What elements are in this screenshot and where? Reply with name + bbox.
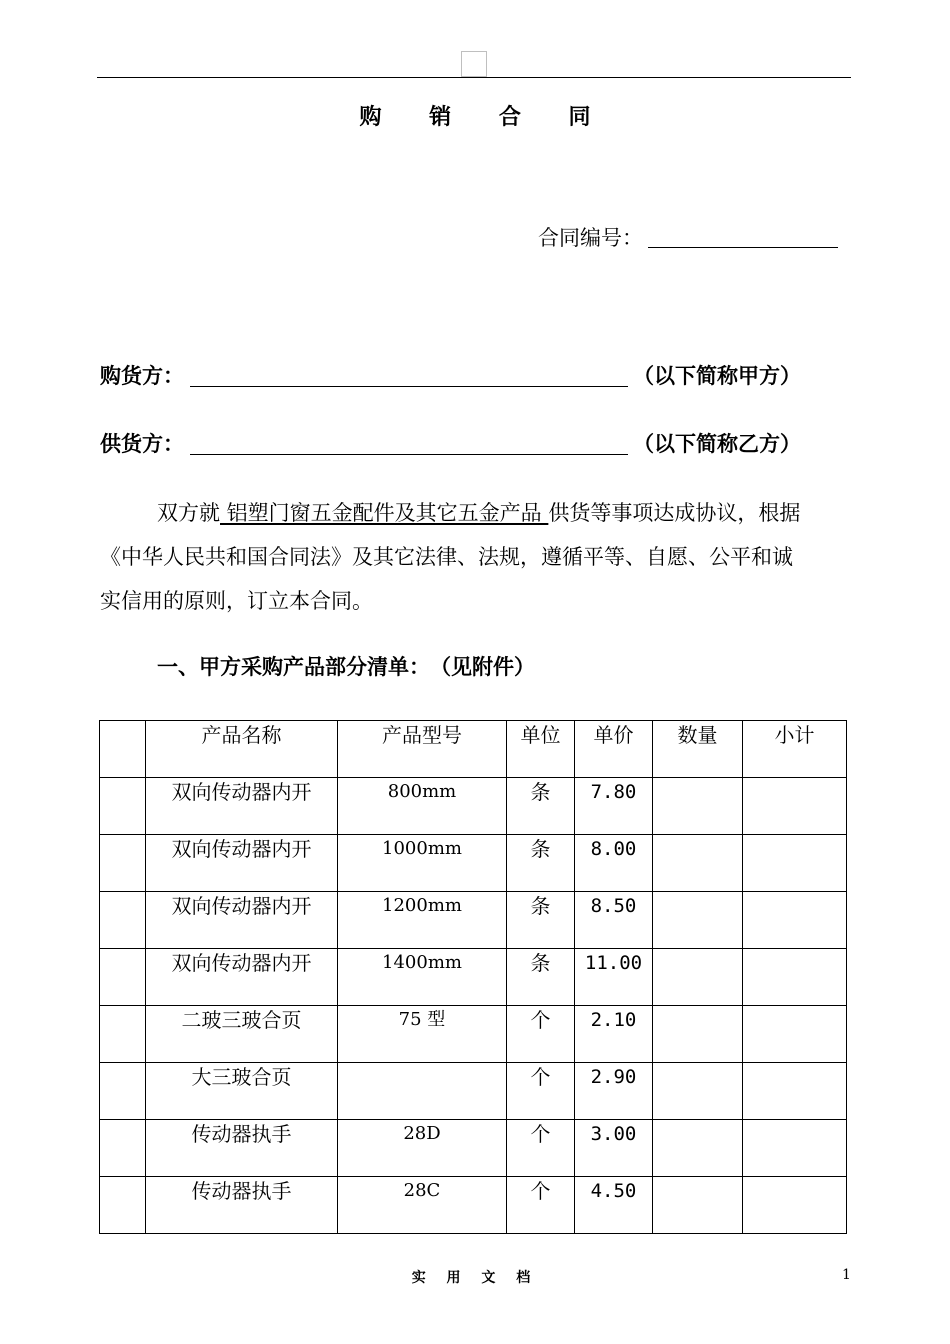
- table-row: [100, 1006, 847, 1063]
- intro-suffix: 供货等事项达成协议，根据: [548, 501, 801, 525]
- intro-line-1: [157, 497, 800, 527]
- header-rule: [97, 77, 851, 78]
- table-header-row: [100, 721, 847, 778]
- table-cell: 条: [507, 892, 575, 949]
- intro-prefix: 双方就: [157, 501, 220, 525]
- table-row: [100, 778, 847, 835]
- table-cell: [743, 949, 847, 1006]
- table-cell: [100, 1177, 146, 1234]
- intro-line-3: 实信用的原则，订立本合同。: [100, 589, 373, 613]
- table-cell: 2.90: [575, 1063, 653, 1120]
- table-cell: 二玻三玻合页: [146, 1006, 338, 1063]
- product-table: [99, 720, 847, 1234]
- header-cell: [100, 721, 146, 778]
- table-cell: [743, 1006, 847, 1063]
- table-cell: 8.50: [575, 892, 653, 949]
- table-cell: [100, 778, 146, 835]
- table-cell: [653, 1063, 743, 1120]
- table-cell: [743, 835, 847, 892]
- table-cell: 传动器执手: [146, 1120, 338, 1177]
- table-cell: [100, 1006, 146, 1063]
- table-cell: [100, 949, 146, 1006]
- table-cell: 条: [507, 949, 575, 1006]
- header-cell: 数量: [653, 721, 743, 778]
- table-row: [100, 835, 847, 892]
- table-cell: [743, 1063, 847, 1120]
- table-cell: 双向传动器内开: [146, 778, 338, 835]
- table-cell: [338, 1063, 507, 1120]
- table-row: [100, 949, 847, 1006]
- table-cell: 1000mm: [338, 835, 507, 892]
- table-cell: 800mm: [338, 778, 507, 835]
- document-title: 购 销 合 同: [359, 104, 611, 130]
- table-cell: 4.50: [575, 1177, 653, 1234]
- header-page-box: [461, 51, 487, 77]
- supplier-blank[interactable]: [190, 454, 628, 455]
- table-cell: [100, 835, 146, 892]
- table-cell: 7.80: [575, 778, 653, 835]
- table-cell: 传动器执手: [146, 1177, 338, 1234]
- buyer-blank[interactable]: [190, 386, 628, 387]
- buyer-note: （以下简称甲方）: [633, 363, 801, 388]
- table-cell: 3.00: [575, 1120, 653, 1177]
- table-row: [100, 892, 847, 949]
- table-cell: 28C: [338, 1177, 507, 1234]
- header-cell: 小计: [743, 721, 847, 778]
- table-cell: 条: [507, 778, 575, 835]
- header-cell: 单价: [575, 721, 653, 778]
- table-cell: [743, 778, 847, 835]
- intro-product: 铝塑门窗五金配件及其它五金产品: [220, 501, 549, 525]
- footer-text: 实 用 文 档: [411, 1270, 539, 1286]
- header-cell: 单位: [507, 721, 575, 778]
- table-cell: 大三玻合页: [146, 1063, 338, 1120]
- table-cell: [653, 835, 743, 892]
- table-cell: 个: [507, 1006, 575, 1063]
- table-cell: 28D: [338, 1120, 507, 1177]
- supplier-label: 供货方：: [100, 431, 184, 456]
- table-cell: [743, 1120, 847, 1177]
- table-cell: [653, 778, 743, 835]
- table-cell: [743, 1177, 847, 1234]
- table-cell: 双向传动器内开: [146, 949, 338, 1006]
- supplier-note: （以下简称乙方）: [633, 431, 801, 456]
- table-cell: 个: [507, 1177, 575, 1234]
- header-cell: 产品名称: [146, 721, 338, 778]
- buyer-label: 购货方：: [100, 363, 184, 388]
- table-cell: [100, 892, 146, 949]
- table-cell: 个: [507, 1120, 575, 1177]
- table-cell: 11.00: [575, 949, 653, 1006]
- contract-no-blank[interactable]: [648, 247, 838, 248]
- table-cell: [653, 949, 743, 1006]
- table-cell: [100, 1063, 146, 1120]
- table-cell: 个: [507, 1063, 575, 1120]
- table-row: [100, 1120, 847, 1177]
- table-cell: [743, 892, 847, 949]
- table-cell: [653, 1120, 743, 1177]
- table-cell: 75 型: [338, 1006, 507, 1063]
- table-cell: 8.00: [575, 835, 653, 892]
- contract-no-label: 合同编号：: [538, 226, 643, 250]
- table-cell: 1400mm: [338, 949, 507, 1006]
- table-cell: 条: [507, 835, 575, 892]
- table-cell: [653, 892, 743, 949]
- table-cell: [100, 1120, 146, 1177]
- header-cell: 产品型号: [338, 721, 507, 778]
- table-row: [100, 1177, 847, 1234]
- table-cell: 1200mm: [338, 892, 507, 949]
- table-cell: [653, 1177, 743, 1234]
- section-1-heading: 一、甲方采购产品部分清单： （见附件）: [157, 654, 535, 679]
- table-cell: [653, 1006, 743, 1063]
- table-cell: 2.10: [575, 1006, 653, 1063]
- page-number: 1: [842, 1267, 851, 1283]
- intro-line-2: 《中华人民共和国合同法》及其它法律、法规，遵循平等、自愿、公平和诚: [100, 545, 793, 569]
- table-cell: 双向传动器内开: [146, 892, 338, 949]
- table-row: [100, 1063, 847, 1120]
- table-cell: 双向传动器内开: [146, 835, 338, 892]
